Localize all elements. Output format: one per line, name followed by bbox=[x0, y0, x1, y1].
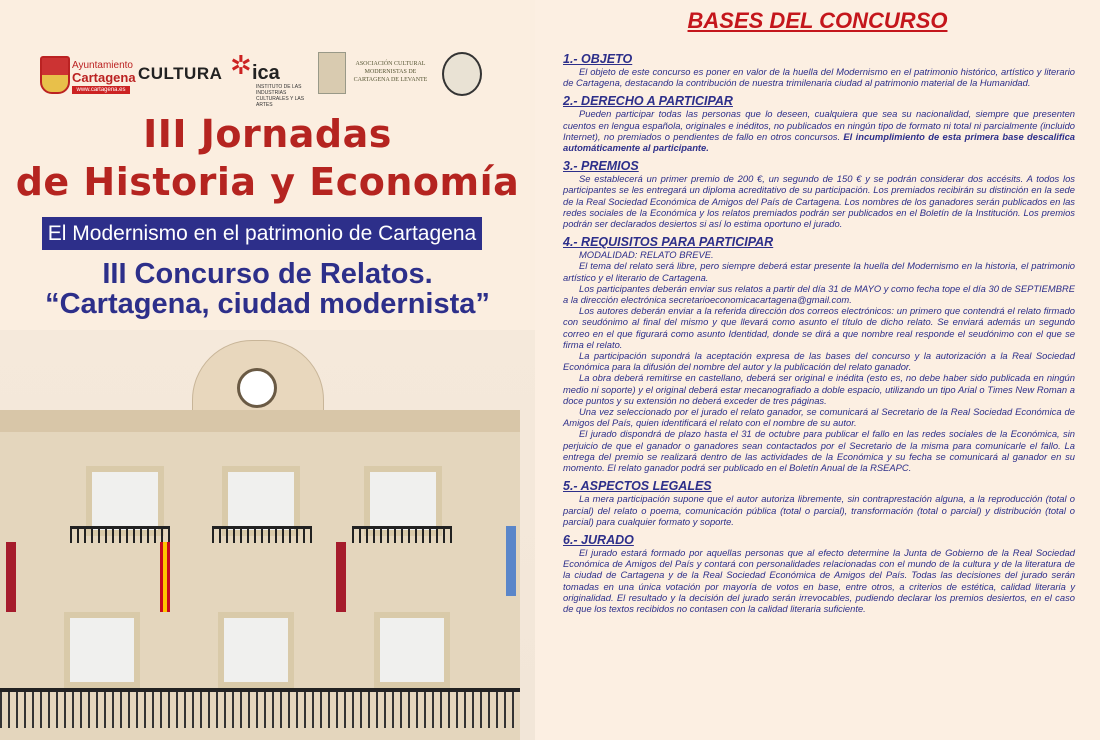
section-paragraph: El objeto de este concurso es poner en valor de la huella del Modernismo en el patrimonio histórico, artístico y literario de Cartagena, destacando la contribución de nuestra trimilenaria ciudad al patrimonio material de la Humanidad. bbox=[563, 66, 1075, 89]
flag-icon bbox=[336, 542, 346, 612]
section-paragraph: El tema del relato será libre, pero siempre deberá estar presente la huella del Modernismo en la historia, el patrimonio artístico y el literario de Cartagena. bbox=[563, 260, 1075, 283]
building-window bbox=[218, 612, 294, 688]
section-title: 1.- OBJETO bbox=[563, 52, 633, 66]
sponsor-logos bbox=[40, 48, 500, 108]
contest-title-line1: III Concurso de Relatos. bbox=[102, 258, 433, 290]
section-title: 2.- DERECHO A PARTICIPAR bbox=[563, 94, 733, 109]
flag-icon bbox=[506, 526, 516, 596]
ayuntamiento-label: Ayuntamiento bbox=[72, 60, 133, 71]
cartagena-shield-icon bbox=[40, 56, 70, 94]
seal-emblem-icon bbox=[442, 52, 482, 96]
section-title: 5.- ASPECTOS LEGALES bbox=[563, 479, 712, 494]
section-title: 4.- REQUISITOS PARA PARTICIPAR bbox=[563, 235, 774, 250]
cultura-logo: CULTURA bbox=[138, 64, 223, 83]
bases-sections bbox=[563, 52, 1075, 620]
section-jurado bbox=[563, 533, 1075, 614]
section-requisitos bbox=[563, 235, 1075, 473]
section-paragraph: MODALIDAD: RELATO BREVE. bbox=[579, 249, 714, 261]
section-title: 6.- JURADO bbox=[563, 532, 634, 547]
building-window bbox=[64, 612, 140, 688]
asociacion-name: ASOCIACIÓN CULTURAL MODERNISTAS DE CARTAGENA DE LEVANTE bbox=[353, 61, 428, 83]
section-paragraph: El jurado estará formado por aquellas personas que al efecto determine la Junta de Gobierno de la Real Sociedad Económica de Amigos del País y contará con personalidades relacionadas con el mundo de la cultura y de la literatura de la ciudad de Cartagena y de la Real Sociedad Económica de Amigos del País. Todas las decisiones del jurado serán tomadas en una única votación por mayoría de votos en base, entre otros, a criterios de estética, calidad literaria y originalidad. El resultado y la decisión del jurado serán irrevocables, pudiendo declarar los premios desiertos, en el caso de que los textos recibidos no contasen con la calidad literaria suficiente. bbox=[563, 546, 1075, 614]
clock-icon bbox=[237, 368, 277, 408]
seal-logo bbox=[442, 48, 482, 100]
section-paragraph: La mera participación supone que el autor autoriza libremente, sin contraprestación alguna, a la reproducción (total o parcial) del relato o poema, comunicación pública (total o parcial), transformación (total o parcial) y distribución (total o parcial) para cualquier formato y soporte. bbox=[563, 493, 1075, 527]
poster-title-line2: de Historia y Economía bbox=[15, 160, 520, 204]
section-paragraph: Pueden participar todas las personas que lo deseen, cualquiera que sea su nacionalidad, siempre que presenten cuentos en lengua española, originales e inéditos, no publicados en ningún tipo de formato ni total ni parcialmente (incluido Internet), no premiados o pendientes de fallo en otros concursos. El incumplimiento de esta primera base descalifica automáticamente al participante. bbox=[563, 108, 1075, 154]
ica-star-icon: ✲ bbox=[230, 50, 252, 80]
ica-subtitle: INSTITUTO DE LAS INDUSTRIAS CULTURALES Y LAS ARTES bbox=[256, 84, 305, 108]
building-window bbox=[374, 612, 450, 688]
ica-logo bbox=[230, 48, 305, 108]
poster-subtitle-bar: El Modernismo en el patrimonio de Cartagena bbox=[42, 217, 482, 250]
section-objeto bbox=[563, 52, 1075, 88]
poster-title-line1: III Jornadas bbox=[143, 112, 392, 156]
section-title: 3.- PREMIOS bbox=[563, 159, 639, 174]
bases-heading: BASES DEL CONCURSO bbox=[687, 8, 948, 33]
section-paragraph: Los autores deberán enviar a la referida dirección dos correos electrónicos: un primero que contendrá el relato firmado con seudónimo al final del mismo y que llevará como asunto el título de dicho relato. Se enviará además un segundo correo en el que figurará como asunto Identidad, donde se dirá a que nombre real responde el seudónimo con el que se firma el relato. bbox=[563, 305, 1075, 350]
section-paragraph: Los participantes deberán enviar sus relatos a partir del día 31 de MAYO y como fecha tope el día 30 de SEPTIEMBRE a la dirección electrónica secretarioeconomicacartagena@gmail.com. bbox=[563, 282, 1075, 306]
section-paragraph: Se establecerá un primer premio de 200 €, un segundo de 150 € y se podrán considerar dos accésits. A todos los participantes se les entregará un diploma acreditativo de su participación. Los premiados recibirán su distinción en la sede de la Real Sociedad Económica de Amigos del País de Cartagena. Los nombres de los ganadores serán publicados en las redes sociales de la Económica y los relatos premiados podrán ser publicados en el Boletín de la Institución. Los premios podrán ser declarados desiertos si así lo estima oportuno el jurado. bbox=[563, 173, 1075, 230]
ica-name: ica bbox=[252, 62, 280, 84]
contest-title-line2: “Cartagena, ciudad modernista” bbox=[45, 288, 490, 320]
building-photo bbox=[0, 330, 535, 740]
ayuntamiento-url: www.cartagena.es bbox=[72, 86, 130, 94]
poster-left-panel bbox=[0, 0, 535, 740]
section-aspectos-legales bbox=[563, 479, 1075, 527]
section-paragraph: Una vez seleccionado por el jurado el relato ganador, se comunicará al Secretario de la Real Sociedad Económica de Amigos del País, quien identificará el relato con el nombre de su autor. bbox=[563, 406, 1075, 429]
flag-icon bbox=[160, 542, 170, 612]
ayuntamiento-logo bbox=[40, 48, 136, 100]
section-premios bbox=[563, 159, 1075, 229]
section-paragraph: La obra deberá remitirse en castellano, deberá ser original e inédita (esto es, no debe haber sido publicada en ningún medio ni soporte) y el original deberá estar mecanografiado a doble espacio, utilizando un tipo Arial o Times New Roman a doce puntos y su extensión no deberá exceder de tres páginas. bbox=[563, 372, 1075, 406]
section-paragraph: La participación supondrá la aceptación expresa de las bases del concurso y la autorización a la Real Sociedad Económica para la difusión del nombre del autor y la publicación del relato ganador. bbox=[563, 350, 1075, 373]
asociacion-cultural-logo bbox=[318, 48, 428, 100]
flag-icon bbox=[6, 542, 16, 612]
section-derecho bbox=[563, 94, 1075, 153]
bases-panel bbox=[535, 0, 1100, 740]
cartagena-label: Cartagena bbox=[72, 70, 136, 85]
section-paragraph: El jurado dispondrá de plazo hasta el 31 de octubre para publicar el fallo en las redes sociales de la Económica, sin perjuicio de que el ganador o ganadores sean contactados por el Secretario de la misma para comunicarle el fallo. La entrega del premio se realizará dentro de las actividades de la Económica y su fecha se comunicará al ganador en su momento. El relato ganador podrá ser publicado en el Boletín Anual de la RSEAPC. bbox=[563, 428, 1075, 474]
asociacion-emblem-icon bbox=[318, 52, 346, 94]
section-bold-note: El incumplimiento de esta primera base descalifica automáticamente al participante. bbox=[563, 130, 1075, 154]
